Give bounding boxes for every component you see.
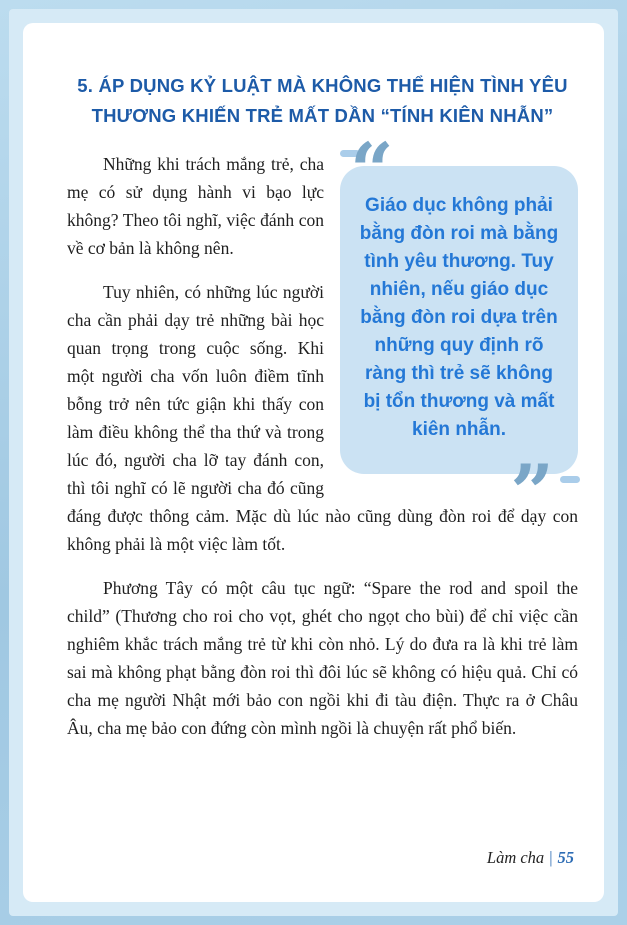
open-quote-icon: “ <box>350 126 394 216</box>
quote-dash-bottom <box>560 476 580 483</box>
page-number: 55 <box>557 848 574 867</box>
section-title-line-1: 5. ÁP DỤNG KỶ LUẬT MÀ KHÔNG THỂ HIỆN TÌNH YÊU <box>77 75 568 96</box>
footer-separator: | <box>549 848 553 867</box>
book-title: Làm cha <box>486 848 545 867</box>
pull-quote-box <box>340 126 578 538</box>
close-quote-icon: ” <box>510 448 554 538</box>
book-page <box>23 23 604 902</box>
section-title <box>67 71 578 130</box>
page-frame-inner <box>9 9 618 916</box>
section-title-line-2: THƯƠNG KHIẾN TRẺ MẤT DẦN “TÍNH KIÊN NHẪN” <box>91 104 554 126</box>
paragraph-1: Những khi trách mắng trẻ, cha mẹ có sử dụng hành vi bạo lực không? Theo tôi nghĩ, việc đánh con về cơ bản là không nên. <box>67 154 324 259</box>
paragraph-3: Phương Tây có một câu tục ngữ: “Spare the rod and spoil the child” (Thương cho roi cho vọt, ghét cho ngọt cho bùi) để chỉ việc cần nghiêm khắc trách mắng trẻ từ khi còn nhỏ. Lý do đưa ra là khi trẻ làm sai mà không phạt bằng đòn roi thì đôi lúc sẽ không có hiệu quả. Chỉ có cha mẹ người Nhật mới bảo con ngồi khi đi tàu điện. Thực ra ở Châu Âu, cha mẹ bảo con đứng còn mình ngồi là chuyện rất phổ biến. <box>67 578 578 739</box>
body-text <box>67 126 578 742</box>
quote-text: Giáo dục không phải bằng đòn roi mà bằng tình yêu thương. Tuy nhiên, nếu giáo dục bằng đòn roi dựa trên những quy định rõ ràng thì trẻ sẽ không bị tổn thương và mất kiên nhẫn. <box>359 195 559 441</box>
page-footer <box>487 848 574 868</box>
quote-dash-top <box>340 150 360 157</box>
paragraph-2: Tuy nhiên, có những lúc người cha cần phải dạy trẻ những bài học quan trọng trong cuộc sống. Khi một người cha vốn luôn điềm tĩnh bỗng trở nên tức giận khi thấy con làm điều không thể tha thứ và trong lúc đó, người cha lỡ tay đánh con, thì tôi nghĩ có lẽ người cha đó cũng đáng được thông cảm. Mặc dù lúc nào cũng dùng đòn roi để dạy con không phải là một việc làm tốt. <box>67 282 578 555</box>
